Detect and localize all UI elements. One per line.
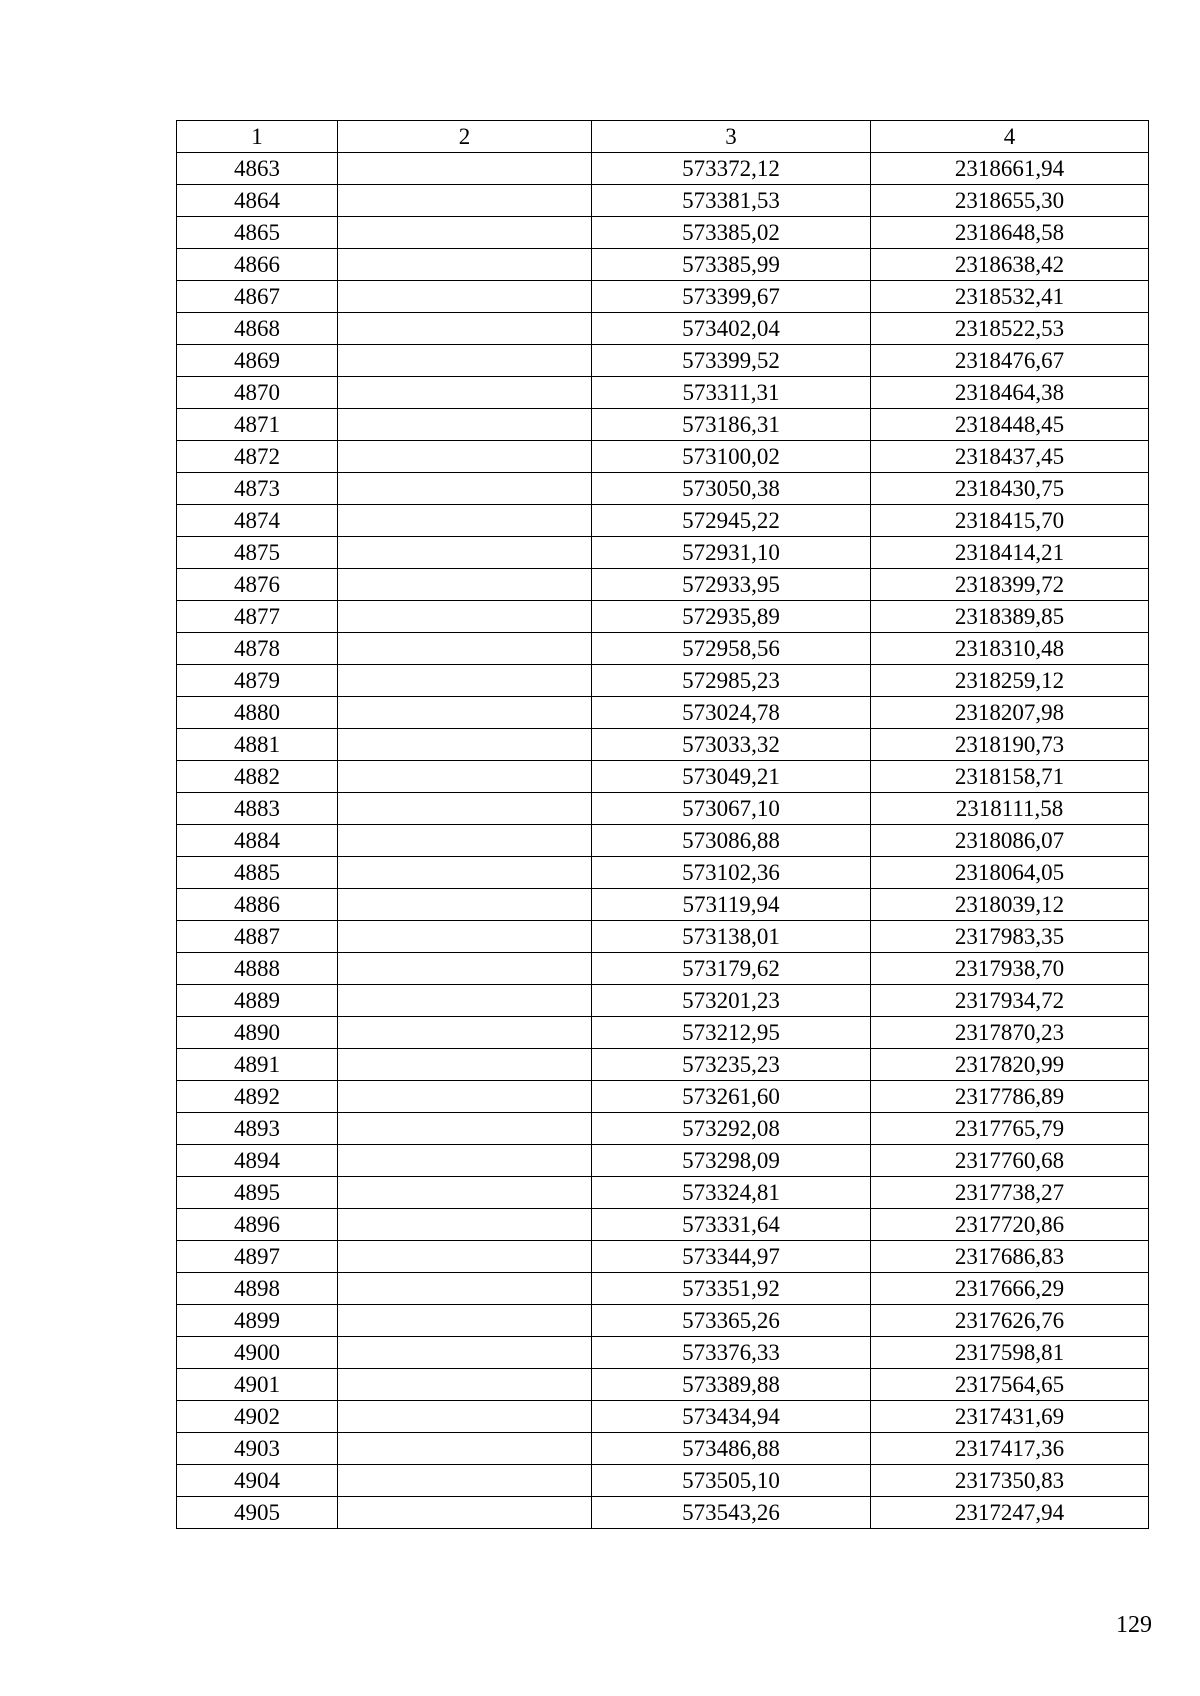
y-coordinate-cell: 2318389,85	[871, 601, 1149, 633]
table-row	[177, 889, 1149, 921]
table-row	[177, 409, 1149, 441]
y-coordinate-cell: 2317870,23	[871, 1017, 1149, 1049]
table-row	[177, 313, 1149, 345]
point-number-cell: 4902	[177, 1401, 338, 1433]
point-number-cell: 4874	[177, 505, 338, 537]
description-cell	[338, 761, 592, 793]
y-coordinate-cell: 2318086,07	[871, 825, 1149, 857]
y-coordinate-cell: 2318310,48	[871, 633, 1149, 665]
y-coordinate-cell: 2317564,65	[871, 1369, 1149, 1401]
point-number-cell: 4895	[177, 1177, 338, 1209]
x-coordinate-cell: 573086,88	[592, 825, 871, 857]
y-coordinate-cell: 2318655,30	[871, 185, 1149, 217]
y-coordinate-cell: 2317417,36	[871, 1433, 1149, 1465]
y-coordinate-cell: 2318190,73	[871, 729, 1149, 761]
x-coordinate-cell: 573381,53	[592, 185, 871, 217]
point-number-cell: 4876	[177, 569, 338, 601]
y-coordinate-cell: 2318661,94	[871, 153, 1149, 185]
description-cell	[338, 217, 592, 249]
table-row	[177, 1337, 1149, 1369]
point-number-cell: 4878	[177, 633, 338, 665]
x-coordinate-cell: 572933,95	[592, 569, 871, 601]
x-coordinate-cell: 573311,31	[592, 377, 871, 409]
x-coordinate-cell: 573399,67	[592, 281, 871, 313]
description-cell	[338, 1369, 592, 1401]
y-coordinate-cell: 2318399,72	[871, 569, 1149, 601]
table-header-row	[177, 121, 1149, 153]
point-number-cell: 4899	[177, 1305, 338, 1337]
description-cell	[338, 1305, 592, 1337]
x-coordinate-cell: 573119,94	[592, 889, 871, 921]
description-cell	[338, 1497, 592, 1529]
table-row	[177, 217, 1149, 249]
x-coordinate-cell: 573298,09	[592, 1145, 871, 1177]
y-coordinate-cell: 2318638,42	[871, 249, 1149, 281]
x-coordinate-cell: 573024,78	[592, 697, 871, 729]
description-cell	[338, 1273, 592, 1305]
description-cell	[338, 153, 592, 185]
x-coordinate-cell: 573505,10	[592, 1465, 871, 1497]
x-coordinate-cell: 573365,26	[592, 1305, 871, 1337]
point-number-cell: 4869	[177, 345, 338, 377]
x-coordinate-cell: 573186,31	[592, 409, 871, 441]
table-row	[177, 985, 1149, 1017]
point-number-cell: 4880	[177, 697, 338, 729]
description-cell	[338, 377, 592, 409]
table-row	[177, 537, 1149, 569]
table-row	[177, 1369, 1149, 1401]
table-row	[177, 505, 1149, 537]
coordinates-table	[176, 120, 1149, 1529]
point-number-cell: 4897	[177, 1241, 338, 1273]
table-row	[177, 1017, 1149, 1049]
description-cell	[338, 441, 592, 473]
y-coordinate-cell: 2318158,71	[871, 761, 1149, 793]
point-number-cell: 4898	[177, 1273, 338, 1305]
table-row	[177, 1497, 1149, 1529]
x-coordinate-cell: 573138,01	[592, 921, 871, 953]
description-cell	[338, 1337, 592, 1369]
y-coordinate-cell: 2317938,70	[871, 953, 1149, 985]
table-row	[177, 1145, 1149, 1177]
point-number-cell: 4871	[177, 409, 338, 441]
table-row	[177, 153, 1149, 185]
column-header-4: 4	[871, 121, 1149, 153]
x-coordinate-cell: 573402,04	[592, 313, 871, 345]
x-coordinate-cell: 573385,99	[592, 249, 871, 281]
x-coordinate-cell: 573201,23	[592, 985, 871, 1017]
y-coordinate-cell: 2318111,58	[871, 793, 1149, 825]
table-row	[177, 1049, 1149, 1081]
x-coordinate-cell: 573389,88	[592, 1369, 871, 1401]
description-cell	[338, 313, 592, 345]
x-coordinate-cell: 572945,22	[592, 505, 871, 537]
point-number-cell: 4900	[177, 1337, 338, 1369]
description-cell	[338, 697, 592, 729]
description-cell	[338, 889, 592, 921]
x-coordinate-cell: 573351,92	[592, 1273, 871, 1305]
y-coordinate-cell: 2317247,94	[871, 1497, 1149, 1529]
x-coordinate-cell: 573385,02	[592, 217, 871, 249]
table-row	[177, 185, 1149, 217]
point-number-cell: 4891	[177, 1049, 338, 1081]
point-number-cell: 4875	[177, 537, 338, 569]
table-row	[177, 665, 1149, 697]
table-row	[177, 857, 1149, 889]
description-cell	[338, 1433, 592, 1465]
point-number-cell: 4904	[177, 1465, 338, 1497]
description-cell	[338, 537, 592, 569]
description-cell	[338, 249, 592, 281]
point-number-cell: 4896	[177, 1209, 338, 1241]
description-cell	[338, 857, 592, 889]
table-row	[177, 473, 1149, 505]
table-row	[177, 1273, 1149, 1305]
y-coordinate-cell: 2318415,70	[871, 505, 1149, 537]
table-body	[177, 153, 1149, 1529]
y-coordinate-cell: 2318437,45	[871, 441, 1149, 473]
description-cell	[338, 953, 592, 985]
y-coordinate-cell: 2317765,79	[871, 1113, 1149, 1145]
x-coordinate-cell: 572958,56	[592, 633, 871, 665]
table-row	[177, 281, 1149, 313]
column-header-2: 2	[338, 121, 592, 153]
point-number-cell: 4873	[177, 473, 338, 505]
description-cell	[338, 729, 592, 761]
y-coordinate-cell: 2318430,75	[871, 473, 1149, 505]
x-coordinate-cell: 573179,62	[592, 953, 871, 985]
x-coordinate-cell: 572985,23	[592, 665, 871, 697]
table-row	[177, 441, 1149, 473]
y-coordinate-cell: 2318648,58	[871, 217, 1149, 249]
description-cell	[338, 185, 592, 217]
point-number-cell: 4886	[177, 889, 338, 921]
y-coordinate-cell: 2317786,89	[871, 1081, 1149, 1113]
y-coordinate-cell: 2318448,45	[871, 409, 1149, 441]
table-row	[177, 601, 1149, 633]
table-row	[177, 1209, 1149, 1241]
x-coordinate-cell: 573033,32	[592, 729, 871, 761]
y-coordinate-cell: 2317738,27	[871, 1177, 1149, 1209]
x-coordinate-cell: 573050,38	[592, 473, 871, 505]
description-cell	[338, 1113, 592, 1145]
y-coordinate-cell: 2318414,21	[871, 537, 1149, 569]
description-cell	[338, 409, 592, 441]
y-coordinate-cell: 2318064,05	[871, 857, 1149, 889]
point-number-cell: 4893	[177, 1113, 338, 1145]
point-number-cell: 4889	[177, 985, 338, 1017]
x-coordinate-cell: 573235,23	[592, 1049, 871, 1081]
table-row	[177, 249, 1149, 281]
x-coordinate-cell: 573331,64	[592, 1209, 871, 1241]
table-row	[177, 729, 1149, 761]
description-cell	[338, 1241, 592, 1273]
y-coordinate-cell: 2317598,81	[871, 1337, 1149, 1369]
description-cell	[338, 665, 592, 697]
table-row	[177, 1433, 1149, 1465]
x-coordinate-cell: 573324,81	[592, 1177, 871, 1209]
table-row	[177, 1465, 1149, 1497]
description-cell	[338, 985, 592, 1017]
description-cell	[338, 1081, 592, 1113]
table-row	[177, 569, 1149, 601]
description-cell	[338, 825, 592, 857]
description-cell	[338, 633, 592, 665]
y-coordinate-cell: 2317626,76	[871, 1305, 1149, 1337]
y-coordinate-cell: 2317820,99	[871, 1049, 1149, 1081]
column-header-1: 1	[177, 121, 338, 153]
description-cell	[338, 1017, 592, 1049]
y-coordinate-cell: 2317983,35	[871, 921, 1149, 953]
y-coordinate-cell: 2317666,29	[871, 1273, 1149, 1305]
table-row	[177, 793, 1149, 825]
page-number: 129	[1116, 1612, 1152, 1638]
point-number-cell: 4866	[177, 249, 338, 281]
point-number-cell: 4865	[177, 217, 338, 249]
point-number-cell: 4881	[177, 729, 338, 761]
description-cell	[338, 345, 592, 377]
y-coordinate-cell: 2317431,69	[871, 1401, 1149, 1433]
description-cell	[338, 569, 592, 601]
y-coordinate-cell: 2318464,38	[871, 377, 1149, 409]
point-number-cell: 4883	[177, 793, 338, 825]
x-coordinate-cell: 573212,95	[592, 1017, 871, 1049]
description-cell	[338, 1049, 592, 1081]
y-coordinate-cell: 2317720,86	[871, 1209, 1149, 1241]
y-coordinate-cell: 2317350,83	[871, 1465, 1149, 1497]
x-coordinate-cell: 573102,36	[592, 857, 871, 889]
table-row	[177, 1401, 1149, 1433]
description-cell	[338, 1145, 592, 1177]
description-cell	[338, 921, 592, 953]
point-number-cell: 4877	[177, 601, 338, 633]
table-row	[177, 697, 1149, 729]
table-row	[177, 1081, 1149, 1113]
table-row	[177, 921, 1149, 953]
description-cell	[338, 1465, 592, 1497]
table-row	[177, 1177, 1149, 1209]
table-row	[177, 1113, 1149, 1145]
x-coordinate-cell: 572935,89	[592, 601, 871, 633]
y-coordinate-cell: 2318522,53	[871, 313, 1149, 345]
x-coordinate-cell: 573261,60	[592, 1081, 871, 1113]
table-row	[177, 761, 1149, 793]
y-coordinate-cell: 2318259,12	[871, 665, 1149, 697]
description-cell	[338, 1177, 592, 1209]
x-coordinate-cell: 573376,33	[592, 1337, 871, 1369]
point-number-cell: 4894	[177, 1145, 338, 1177]
point-number-cell: 4905	[177, 1497, 338, 1529]
description-cell	[338, 601, 592, 633]
x-coordinate-cell: 572931,10	[592, 537, 871, 569]
x-coordinate-cell: 573049,21	[592, 761, 871, 793]
point-number-cell: 4863	[177, 153, 338, 185]
y-coordinate-cell: 2317686,83	[871, 1241, 1149, 1273]
y-coordinate-cell: 2318532,41	[871, 281, 1149, 313]
point-number-cell: 4890	[177, 1017, 338, 1049]
description-cell	[338, 1209, 592, 1241]
x-coordinate-cell: 573399,52	[592, 345, 871, 377]
table-row	[177, 1305, 1149, 1337]
table-row	[177, 633, 1149, 665]
y-coordinate-cell: 2318039,12	[871, 889, 1149, 921]
point-number-cell: 4870	[177, 377, 338, 409]
description-cell	[338, 505, 592, 537]
x-coordinate-cell: 573543,26	[592, 1497, 871, 1529]
y-coordinate-cell: 2317760,68	[871, 1145, 1149, 1177]
point-number-cell: 4903	[177, 1433, 338, 1465]
point-number-cell: 4901	[177, 1369, 338, 1401]
description-cell	[338, 1401, 592, 1433]
x-coordinate-cell: 573067,10	[592, 793, 871, 825]
column-header-3: 3	[592, 121, 871, 153]
point-number-cell: 4879	[177, 665, 338, 697]
point-number-cell: 4885	[177, 857, 338, 889]
point-number-cell: 4867	[177, 281, 338, 313]
point-number-cell: 4887	[177, 921, 338, 953]
y-coordinate-cell: 2317934,72	[871, 985, 1149, 1017]
point-number-cell: 4892	[177, 1081, 338, 1113]
x-coordinate-cell: 573372,12	[592, 153, 871, 185]
description-cell	[338, 281, 592, 313]
y-coordinate-cell: 2318207,98	[871, 697, 1149, 729]
x-coordinate-cell: 573344,97	[592, 1241, 871, 1273]
x-coordinate-cell: 573434,94	[592, 1401, 871, 1433]
point-number-cell: 4872	[177, 441, 338, 473]
table-row	[177, 1241, 1149, 1273]
point-number-cell: 4888	[177, 953, 338, 985]
x-coordinate-cell: 573292,08	[592, 1113, 871, 1145]
description-cell	[338, 473, 592, 505]
table-row	[177, 953, 1149, 985]
point-number-cell: 4884	[177, 825, 338, 857]
point-number-cell: 4868	[177, 313, 338, 345]
table-row	[177, 825, 1149, 857]
x-coordinate-cell: 573486,88	[592, 1433, 871, 1465]
description-cell	[338, 793, 592, 825]
y-coordinate-cell: 2318476,67	[871, 345, 1149, 377]
point-number-cell: 4864	[177, 185, 338, 217]
table-row	[177, 345, 1149, 377]
table-row	[177, 377, 1149, 409]
x-coordinate-cell: 573100,02	[592, 441, 871, 473]
point-number-cell: 4882	[177, 761, 338, 793]
